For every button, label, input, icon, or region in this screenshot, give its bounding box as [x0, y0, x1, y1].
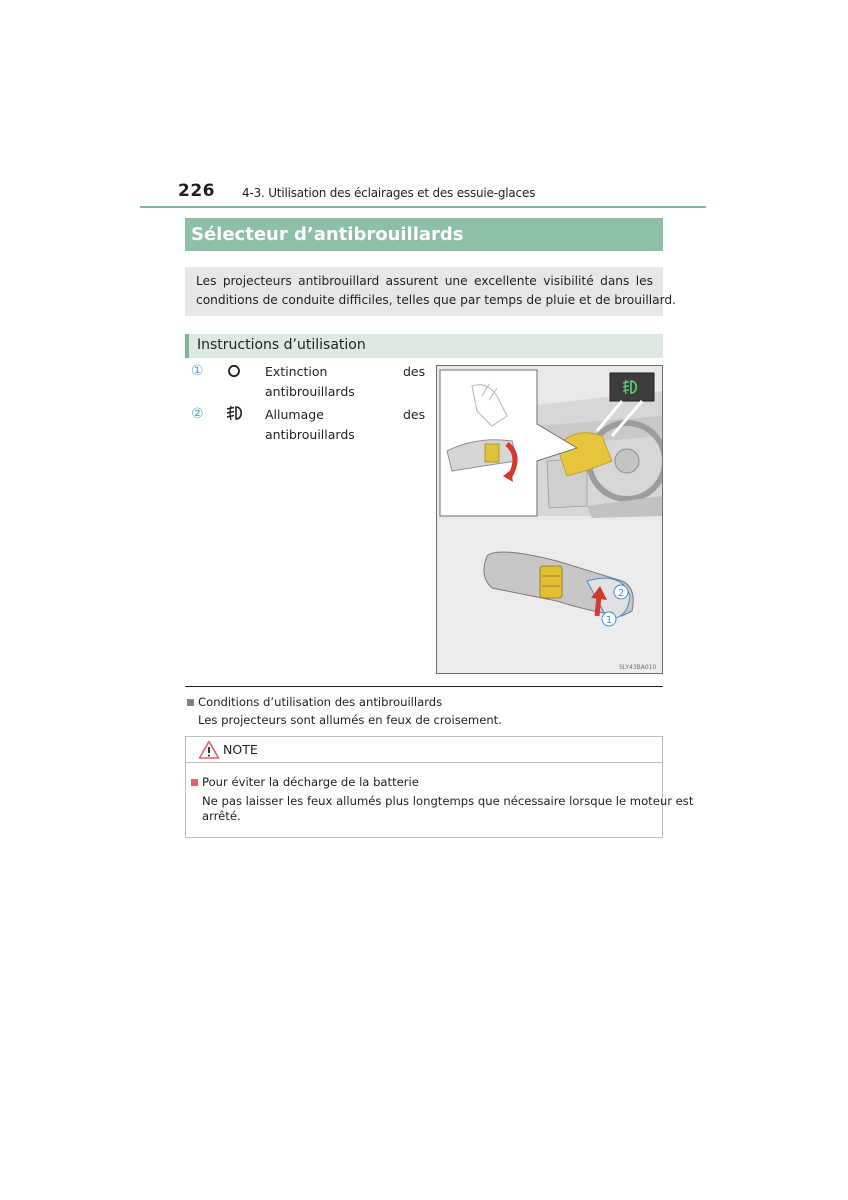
callout-2: 2	[617, 588, 625, 599]
running-head: 4-3. Utilisation des éclairages et des essuie-glaces	[242, 186, 536, 200]
fog-light-icon	[224, 405, 246, 421]
intro-line-2: conditions de conduite difficiles, telles que par temps de pluie et de brouillard.	[196, 293, 677, 307]
intro-line-1: Les projecteurs antibrouillard assurent une excellente visibilité dans les	[196, 274, 653, 288]
section-rule	[185, 686, 663, 687]
item-2-label-end: des	[403, 407, 426, 422]
warning-line-1: Ne pas laisser les feux allumés plus longtemps que nécessaire lorsque le moteur est	[202, 794, 694, 808]
item-1-number: ①	[191, 363, 204, 379]
callout-1: 1	[605, 615, 613, 626]
off-circle-icon	[227, 363, 241, 377]
item-2-number: ②	[191, 406, 204, 422]
intro-box	[185, 267, 677, 316]
bullet-square-icon	[187, 699, 194, 706]
item-2-label-line2: antibrouillards	[265, 427, 355, 442]
warning-line-2: arrêté.	[202, 809, 241, 823]
note-header-rule	[186, 762, 662, 763]
warning-triangle-icon	[198, 740, 220, 759]
header-rule	[140, 206, 706, 208]
conditions-body: Les projecteurs sont allumés en feux de croisement.	[198, 713, 502, 727]
conditions-title: Conditions d’utilisation des antibrouillards	[198, 695, 443, 709]
item-2-label: Allumage	[265, 407, 324, 422]
item-1-label-line2: antibrouillards	[265, 384, 355, 399]
warning-title: Pour éviter la décharge de la batterie	[202, 775, 419, 789]
fog-light-switch-illustration	[436, 365, 663, 674]
page-number: 226	[178, 181, 215, 201]
warning-bullet-icon	[191, 779, 198, 786]
section-title: Sélecteur d’antibrouillards	[185, 218, 663, 251]
subheading-title: Instructions d’utilisation	[197, 337, 366, 353]
item-1-label-end: des	[403, 364, 426, 379]
note-label: NOTE	[223, 742, 258, 757]
item-1-label: Extinction	[265, 364, 328, 379]
illustration-code: SLY43BA010	[619, 664, 657, 671]
warning-body	[202, 794, 694, 824]
